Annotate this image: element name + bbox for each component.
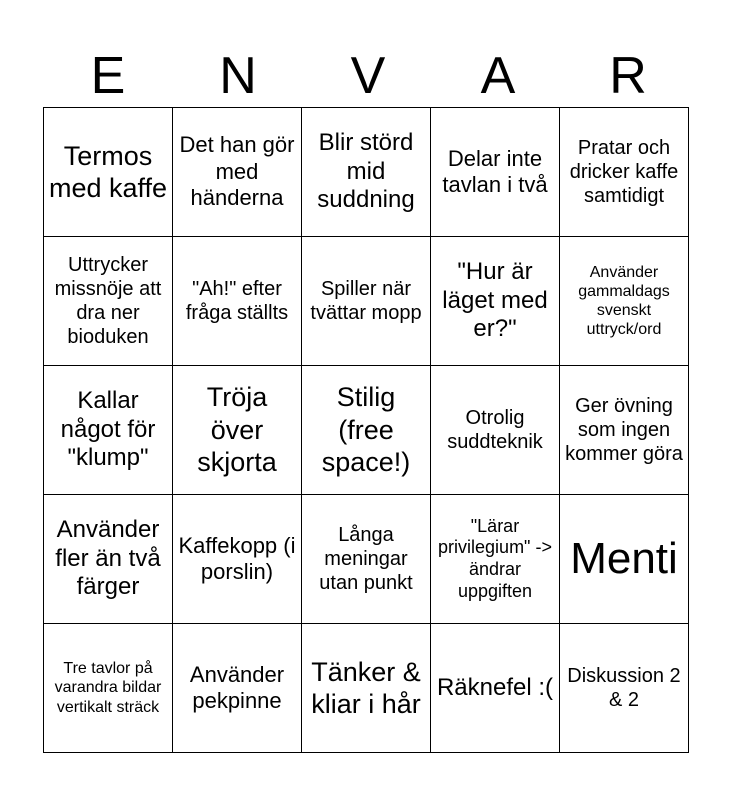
bingo-cell[interactable]: Termos med kaffe — [44, 108, 173, 237]
bingo-cell[interactable]: Pratar och dricker kaffe samtidigt — [560, 108, 689, 237]
bingo-cell[interactable]: Kallar något för "klump" — [44, 366, 173, 495]
bingo-cell[interactable]: Ger övning som ingen kommer göra — [560, 366, 689, 495]
bingo-cell[interactable]: Använder pekpinne — [173, 624, 302, 753]
bingo-row — [44, 495, 689, 624]
bingo-cell[interactable]: "Lärar privilegium" -> ändrar uppgiften — [431, 495, 560, 624]
header-letter: V — [350, 47, 386, 105]
bingo-cell[interactable]: Menti — [560, 495, 689, 624]
bingo-cell[interactable]: Kaffekopp (i porslin) — [173, 495, 302, 624]
header-letter: N — [219, 47, 257, 105]
header-letter: R — [609, 47, 647, 105]
bingo-cell[interactable]: Uttrycker missnöje att dra ner bioduken — [44, 237, 173, 366]
bingo-row — [44, 624, 689, 753]
free-space-cell[interactable]: Stilig (free space!) — [302, 366, 431, 495]
bingo-grid — [43, 107, 689, 753]
bingo-row — [44, 108, 689, 237]
bingo-cell[interactable]: Diskussion 2 & 2 — [560, 624, 689, 753]
bingo-cell[interactable]: Tröja över skjorta — [173, 366, 302, 495]
bingo-cell[interactable]: Blir störd mid suddning — [302, 108, 431, 237]
bingo-cell[interactable]: Spiller när tvättar mopp — [302, 237, 431, 366]
bingo-cell[interactable]: "Ah!" efter fråga ställts — [173, 237, 302, 366]
bingo-cell[interactable]: Delar inte tavlan i två — [431, 108, 560, 237]
bingo-cell[interactable]: Otrolig suddteknik — [431, 366, 560, 495]
bingo-cell[interactable]: Använder gammaldags svenskt uttryck/ord — [560, 237, 689, 366]
bingo-row — [44, 366, 689, 495]
bingo-cell[interactable]: Använder fler än två färger — [44, 495, 173, 624]
bingo-cell[interactable]: Tre tavlor på varandra bildar vertikalt sträck — [44, 624, 173, 753]
bingo-cell[interactable]: Långa meningar utan punkt — [302, 495, 431, 624]
header-letter: A — [480, 47, 516, 105]
bingo-cell[interactable]: Det han gör med händerna — [173, 108, 302, 237]
bingo-cell[interactable]: Tänker & kliar i hår — [302, 624, 431, 753]
bingo-header — [43, 48, 693, 104]
bingo-cell[interactable]: "Hur är läget med er?" — [431, 237, 560, 366]
header-letter: E — [90, 47, 126, 105]
bingo-row — [44, 237, 689, 366]
bingo-cell[interactable]: Räknefel :( — [431, 624, 560, 753]
